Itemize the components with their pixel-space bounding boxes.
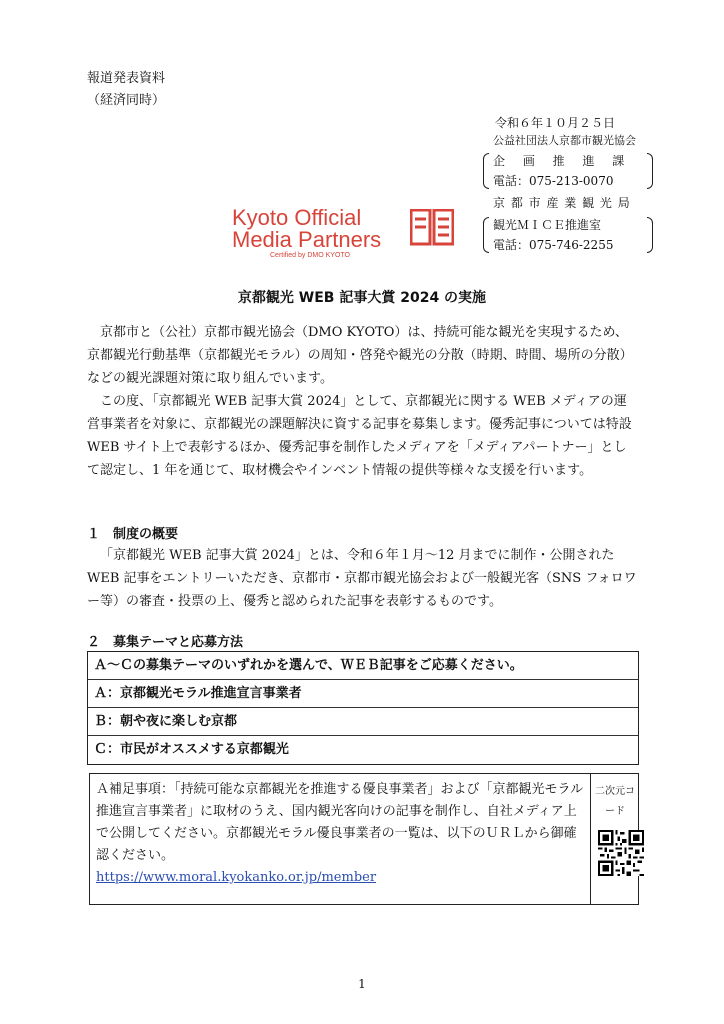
theme-instruction: Ａ〜Ｃの募集テーマのいずれかを選んで、ＷＥＢ記事をご応募ください。	[88, 652, 638, 680]
release-sub: （経済同時）	[87, 93, 166, 108]
logo-line-3: Certified by DMO KYOTO	[270, 252, 351, 259]
document-title: 京都観光 WEB 記事大賞 2024 の実施	[237, 290, 487, 306]
section-1-heading: １ 制度の概要	[87, 527, 179, 542]
qr-label: 二次元コード	[595, 786, 635, 817]
department-2: 観光ＭＩＣＥ推進室	[493, 218, 602, 232]
qr-code-icon[interactable]	[598, 830, 644, 876]
release-header	[87, 68, 165, 112]
page-number: 1	[358, 977, 366, 991]
member-list-link[interactable]: https://www.moral.kyokanko.or.jp/member	[96, 870, 377, 885]
bureau-name: 京 都 市 産 業 観 光 局	[493, 196, 631, 210]
logo-line-1: Kyoto Official	[232, 205, 362, 230]
theme-c: Ｃ：市民がオススメする京都観光	[94, 742, 289, 757]
release-label: 報道発表資料	[87, 71, 166, 86]
department-1: 企 画 推 進 課	[493, 154, 632, 168]
section-1-body: 「京都観光 WEB 記事大賞 2024」とは、令和６年１月〜12 月までに制作・公開された WEB 記事をエントリーいただき、京都市・京都市観光協会および一般観光客（SNS フォロワー等）の審査・投票の上、優秀と認められた記事を表彰するものです。	[87, 548, 637, 609]
association-name: 公益社団法人京都市観光協会	[493, 134, 636, 147]
phone-2: 電話：075-746-2255	[493, 238, 614, 252]
contact-bracket-2	[483, 215, 653, 255]
theme-table	[87, 651, 639, 765]
theme-b: Ｂ：朝や夜に楽しむ京都	[88, 708, 638, 736]
intro-section	[87, 321, 639, 482]
release-date: 令和６年１０月２５日	[495, 116, 616, 130]
kyoto-media-partners-logo	[232, 207, 462, 257]
supplementary-note-box	[89, 773, 639, 905]
logo-mark-icon	[410, 209, 454, 247]
section-2-heading: ２ 募集テーマと応募方法	[87, 635, 244, 650]
qr-cell	[590, 774, 639, 904]
note-text: Ａ補足事項：「持続可能な京都観光を推進する優良事業者」および「京都観光モラル推進宣言事業者」に取材のうえ、国内観光客向けの記事を制作し、自社メディア上で公開してください。京都観光モラル優良事業者の一覧は、以下のＵＲＬから御確認ください。	[96, 782, 584, 863]
intro-paragraph-1: 京都市と（公社）京都市観光協会（DMO KYOTO）は、持続可能な観光を実現するため、京都観光行動基準（京都観光モラル）の周知・啓発や観光の分散（時期、時間、場所の分散）などの観光課題対策に取り組んでいます。	[87, 325, 633, 386]
organization-block	[483, 113, 653, 257]
phone-1: 電話：075-213-0070	[493, 174, 614, 188]
section-1-body-wrap	[87, 544, 639, 613]
theme-a: Ａ：京都観光モラル推進宣言事業者	[88, 680, 638, 708]
logo-line-2: Media Partners	[232, 227, 382, 252]
intro-paragraph-2: この度、「京都観光 WEB 記事大賞 2024」として、京都観光に関する WEB メディアの運営事業者を対象に、京都観光の課題解決に資する記事を募集します。優秀記事については特設 WEB サイト上で表彰するほか、優秀記事を制作したメディアを「メディアパートナー」として認定し、1 年を通じて、取材機会やインベント情報の提供等様々な支援を行います。	[87, 394, 632, 478]
contact-bracket-1	[483, 151, 653, 191]
note-content	[96, 779, 588, 889]
